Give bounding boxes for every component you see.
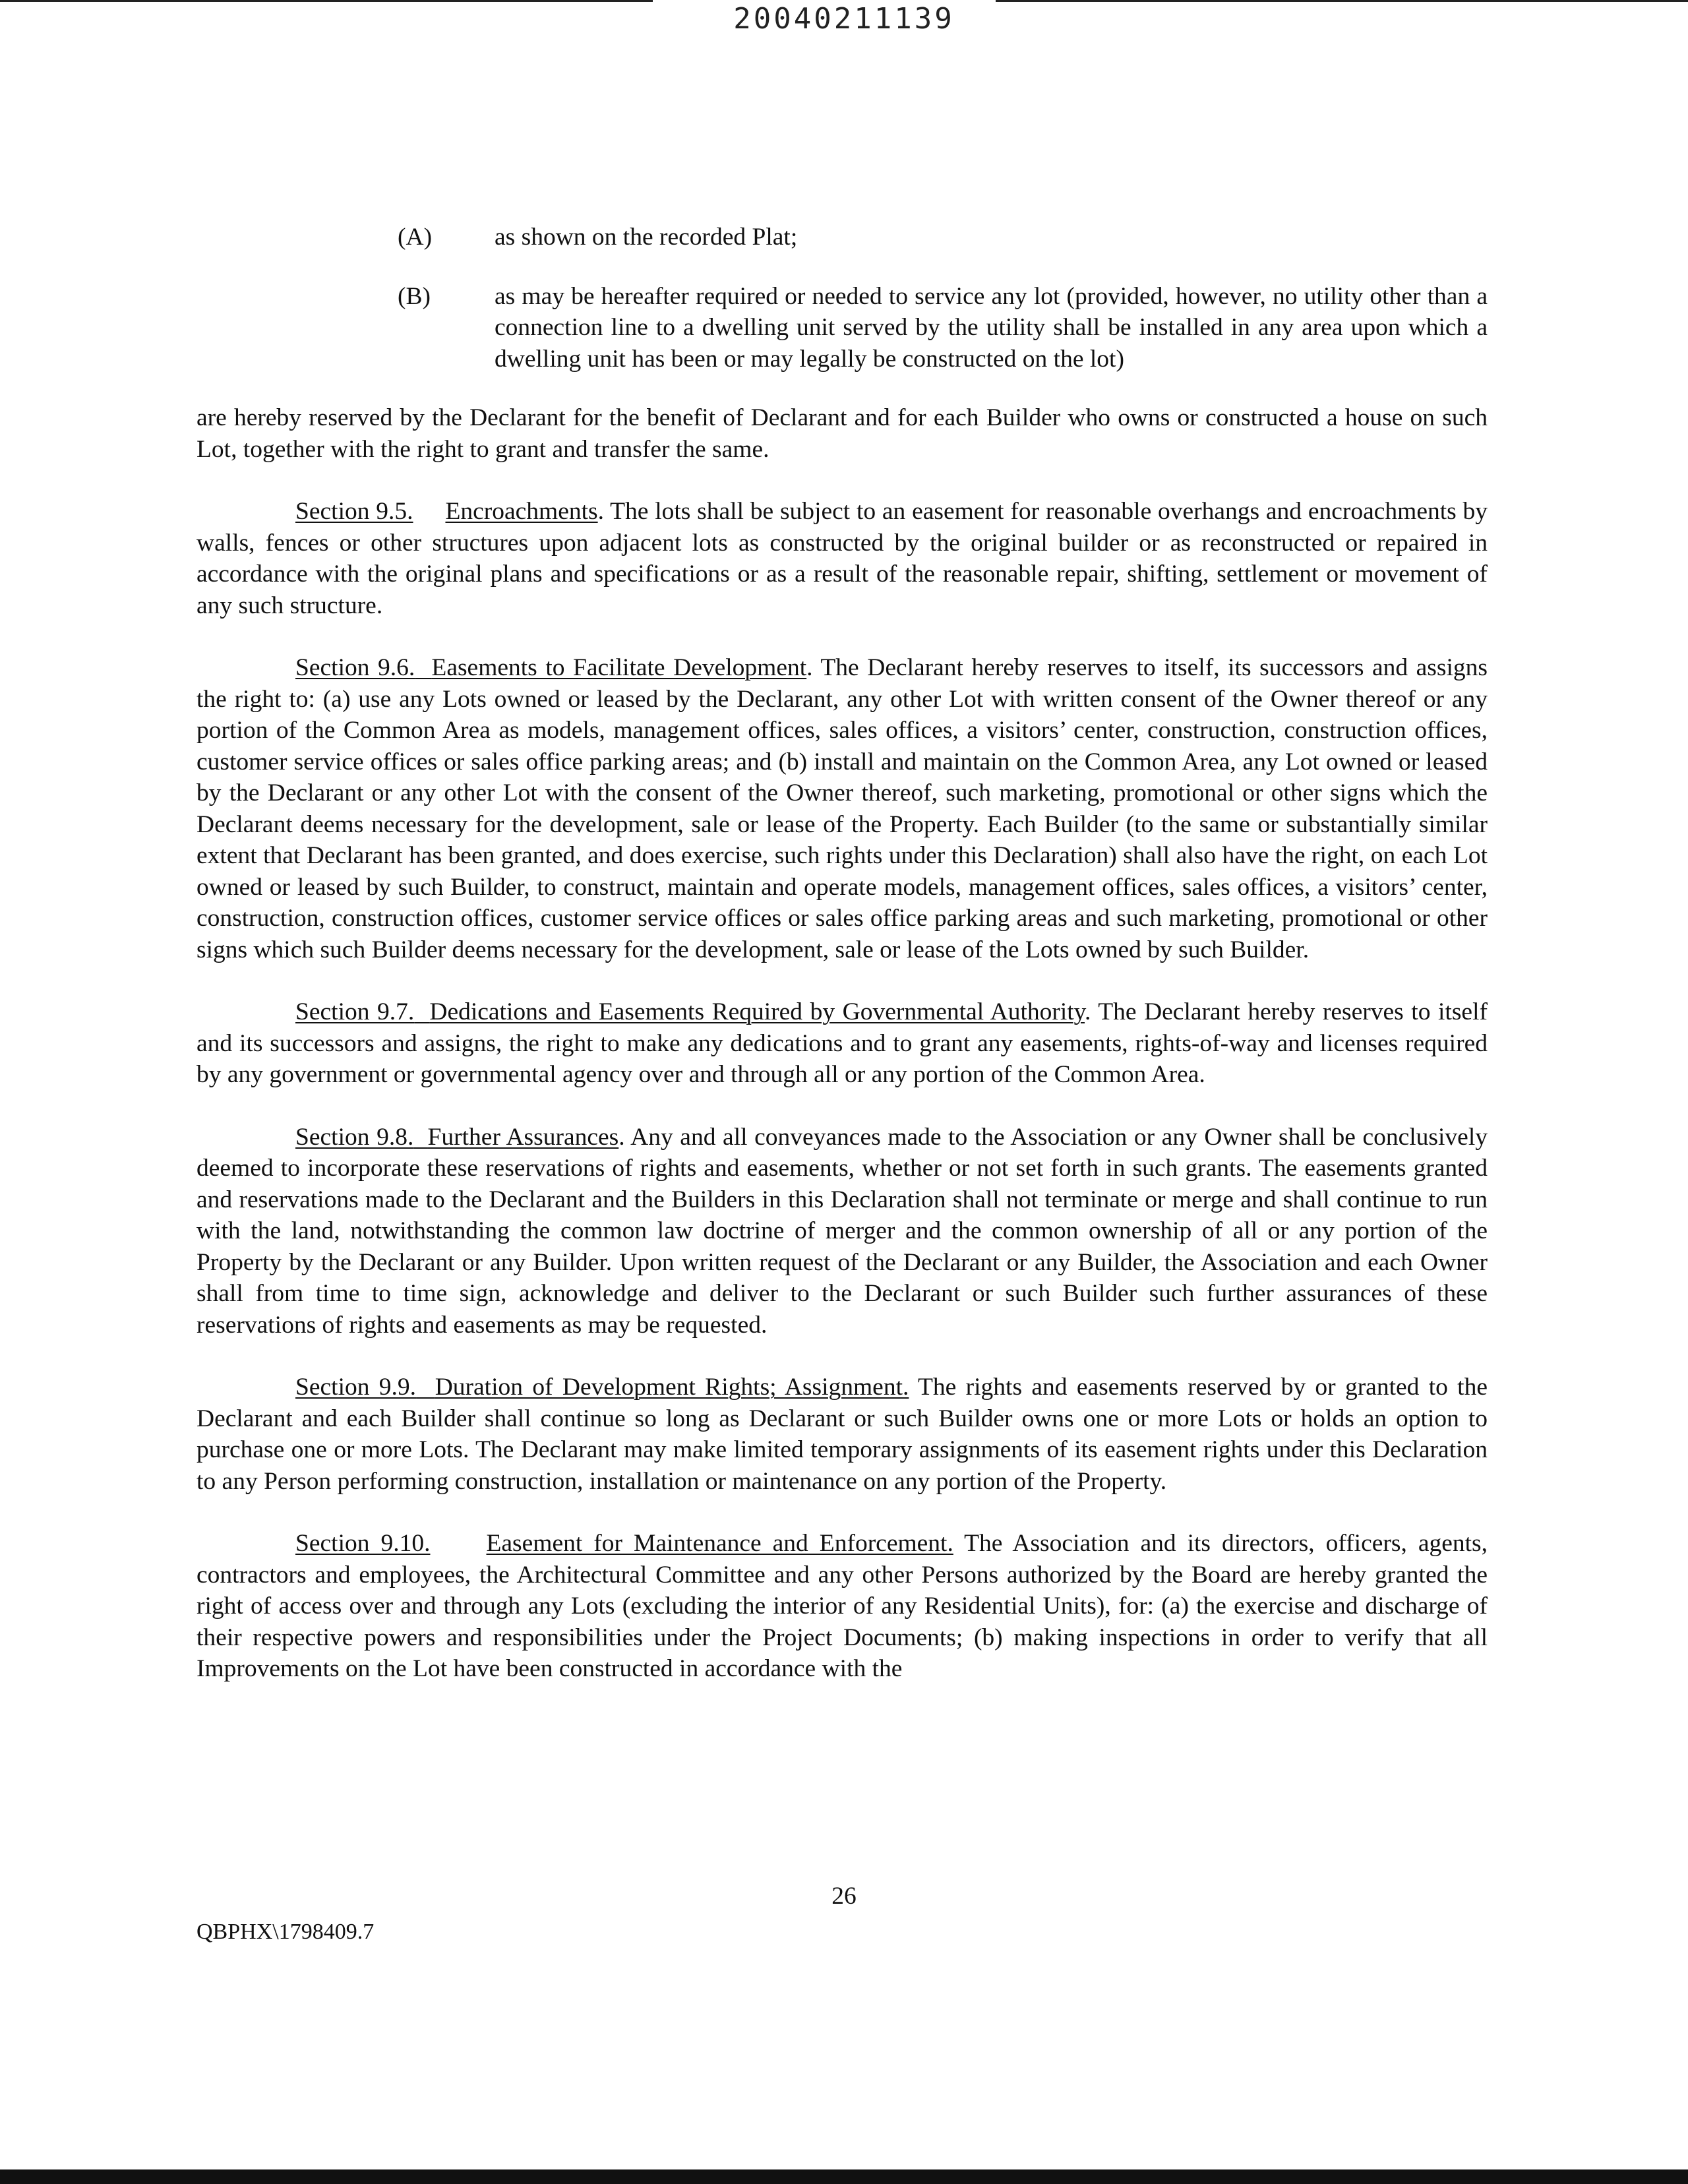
footer-document-id: QBPHX\1798409.7 <box>196 1920 375 1944</box>
section-body: . The Declarant hereby reserves to itself, its successors and assigns the right to: (a) use any Lots owned or leased by the Declarant, any other Lot with written consent of the Owner thereof or any portion of the Common Area as models, management offices, sales offices, a visitors’ center, construction, construction offices, customer service offices or sales office parking areas; and (b) install and maintain on the Common Area, any Lot owned or leased by the Declarant or any other Lot with the consent of the Owner thereof, such marketing, promotional or other signs which the Declarant deems necessary for the development, sale or lease of the Property. Each Builder (to the same or substantially similar extent that Declarant has been granted, and does exercise, such rights under this Declaration) shall also have the right, on each Lot owned or leased by such Builder, to construct, maintain and operate models, management offices, sales offices, a visitors’ center, construction, construction offices, customer service offices or sales office parking areas and such marketing, promotional or other signs which such Builder deems necessary for the development, sale or lease of the Lots owned by such Builder. <box>196 654 1488 963</box>
section-9-7 <box>196 996 1488 1091</box>
list-item-label: (B) <box>398 282 431 310</box>
section-body: The Association and its directors, officers, agents, contractors and employees, the Architectural Committee and any other Persons authorized by the Board are hereby granted the right of access over and through any Lots (excluding the interior of any Residential Units), for: (a) the exercise and discharge of their respective powers and responsibilities under the Project Documents; (b) making inspections in order to verify that all Improvements on the Lot have been constructed in accordance with the <box>196 1530 1488 1682</box>
section-9-5 <box>196 496 1488 621</box>
section-body: . Any and all conveyances made to the Association or any Owner shall be conclusively deemed to incorporate these reservations of rights and easements, whether or not set forth in such grants. The easements granted and reservations made to the Declarant and the Builders in this Declaration shall not terminate or merge and shall continue to run with the land, notwithstanding the common law doctrine of merger and the common ownership of all or any portion of the Property by the Declarant or any Builder. Upon written request of the Declarant or any Builder, the Association and each Owner shall from time to time sign, acknowledge and deliver to the Declarant or such Builder such further assurances of these reservations of rights and easements as may be requested. <box>196 1123 1488 1339</box>
section-9-10 <box>196 1528 1488 1685</box>
section-number: Section 9.6. <box>295 654 415 681</box>
section-9-9 <box>196 1372 1488 1497</box>
section-title: Duration of Development Rights; Assignment. <box>435 1374 909 1401</box>
section-9-8 <box>196 1122 1488 1341</box>
section-number: Section 9.7. <box>295 998 415 1025</box>
section-number: Section 9.8. <box>295 1123 414 1151</box>
section-9-6 <box>196 652 1488 965</box>
section-number: Section 9.9. <box>295 1374 417 1401</box>
document-body <box>196 222 1488 1716</box>
document-number: 20040211139 <box>733 2 955 36</box>
section-body: . The Declarant hereby reserves to itself and its successors and assigns, the right to make any dedications and to grant any easements, rights-of-way and licenses required by any government or governmental agency over and through all or any portion of the Common Area. <box>196 998 1488 1088</box>
section-title: Easements to Facilitate Development <box>431 654 807 681</box>
list-item-text: as may be hereafter required or needed to service any lot (provided, however, no utility other than a connection line to a dwelling unit served by the utility shall be installed in any area upon which a dwelling unit has been or may legally be constructed on the lot) <box>495 282 1488 373</box>
list-item-b <box>196 281 1488 375</box>
section-body: . The lots shall be subject to an easement for reasonable overhangs and encroachments by walls, fences or other structures upon adjacent lots as constructed by the original builder or as reconstructed or repaired in accordance with the original plans and specifications or as a result of the reasonable repair, shifting, settlement or movement of any such structure. <box>196 498 1488 619</box>
section-title: Easement for Maintenance and Enforcement. <box>486 1530 953 1557</box>
section-title: Encroachments <box>445 498 598 525</box>
section-number: Section 9.10. <box>295 1530 431 1557</box>
section-number: Section 9.5. <box>295 498 413 525</box>
bottom-scan-edge <box>0 2169 1688 2184</box>
section-title: Further Assurances <box>427 1123 619 1151</box>
page-number: 26 <box>831 1883 857 1910</box>
list-item-text: as shown on the recorded Plat; <box>495 224 798 251</box>
section-body: The rights and easements reserved by or granted to the Declarant and each Builder shall continue so long as Declarant or such Builder owns one or more Lots or holds an option to purchase one or more Lots. The Declarant may make limited temporary assignments of its easement rights under this Declaration to any Person performing construction, installation or maintenance on any portion of the Property. <box>196 1374 1488 1495</box>
list-item-label: (A) <box>398 224 433 251</box>
list-item-a <box>196 222 1488 253</box>
section-title: Dedications and Easements Required by Governmental Authority <box>429 998 1085 1025</box>
continuation-paragraph: are hereby reserved by the Declarant for the benefit of Declarant and for each Builder who owns or constructed a house on such Lot, together with the right to grant and transfer the same. <box>196 404 1488 463</box>
